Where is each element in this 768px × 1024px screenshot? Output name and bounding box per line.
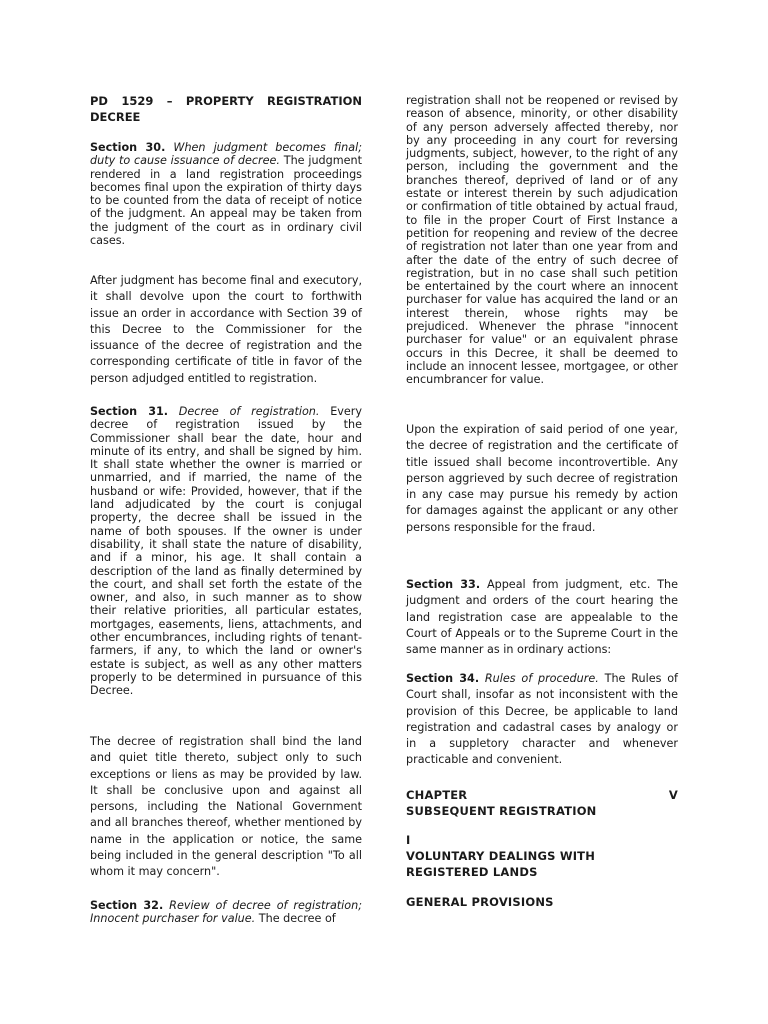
section-30-title: When judgment becomes final; duty to cause issuance of decree.	[90, 141, 362, 168]
section-33-paragraph	[406, 577, 678, 658]
chapter-title: SUBSEQUENT REGISTRATION	[406, 804, 597, 818]
section-34-title: Rules of procedure.	[484, 672, 599, 685]
section-33-body: Appeal from judgment, etc. The judgment and orders of the court hearing the land registration case are appealable to the Court of Appeals or to the Supreme Court in the same manner as in ordinary actions:	[406, 578, 679, 657]
part-number: I	[406, 833, 411, 847]
section-32-title: Review of decree of registration; Innocent purchaser for value.	[90, 899, 362, 926]
section-30-heading: Section 30.	[90, 141, 166, 154]
section-32-heading: Section 32.	[90, 899, 164, 912]
part-title: VOLUNTARY DEALINGS WITH REGISTERED LANDS	[406, 849, 596, 879]
section-31-title: Decree of registration.	[178, 405, 320, 418]
part-heading	[406, 832, 678, 880]
section-32-paragraph-2: Upon the expiration of said period of one year, the decree of registration and the certificate of title issued shall become incontrovertible. Any person aggrieved by such decree of registration in any case may pursue his remedy by action for damages against the applicant or any other persons responsible for the fraud.	[406, 423, 678, 534]
section-30-body: The judgment rendered in a land registration proceedings becomes final upon the expiration of thirty days to be counted from the data of receipt of notice of the judgment. An appeal may be taken from the judgment of the court as in ordinary civil cases.	[90, 154, 363, 248]
section-31-paragraph	[90, 405, 362, 698]
chapter-number: V	[668, 788, 678, 802]
section-31-paragraph-2: The decree of registration shall bind the land and quiet title thereto, subject only to such exceptions or liens as may be provided by law. It shall be conclusive upon and against all persons, including the National Government and all branches thereof, whether mentioned by name in the application or notice, the same being included in the general description "To all whom it may concern".	[90, 735, 362, 879]
section-34-heading: Section 34.	[406, 672, 480, 685]
section-31-heading: Section 31.	[90, 405, 169, 418]
section-32-continuation: registration shall not be reopened or revised by reason of absence, minority, or other disability of any person adversely affected thereby, nor by any proceeding in any court for reversing judgments, subject, however, to the right of any person, including the government and the branches thereof, deprived of land or of any estate or interest therein by such adjudication or confirmation of title obtained by actual fraud, to file in the proper Court of First Instance a petition for reopening and review of the decree of registration not later than one year from and after the date of the entry of such decree of registration, but in no case shall such petition be entertained by the court where an innocent purchaser for value has acquired the land or an interest therein, whose rights may be prejudiced. Whenever the phrase "innocent purchaser for value" or an equivalent phrase occurs in this Decree, it shall be deemed to include an innocent lessee, mortgagee, or other encumbrancer for value.	[406, 94, 678, 387]
section-32-body: The decree of	[258, 912, 336, 926]
chapter-heading	[406, 787, 678, 819]
section-30-paragraph	[90, 141, 362, 247]
section-32-paragraph	[90, 899, 362, 926]
section-34-paragraph	[406, 671, 678, 769]
document-title: PD 1529 – PROPERTY REGISTRATION DECREE	[90, 94, 362, 124]
general-provisions-heading: GENERAL PROVISIONS	[406, 895, 554, 909]
section-31-body: Every decree of registration issued by the Commissioner shall bear the date, hour and minute of its entry, and shall be signed by him. It shall state whether the owner is married or unmarried, and if married, the name of the husband or wife: Provided, however, that if the land adjudicated by the court is conjugal property, the decree shall be issued in the name of both spouses. If the owner is under disability, it shall state the nature of disability, and if a minor, his age. It shall contain a description of the land as finally determined by the court, and shall set forth the estate of the owner, and also, in such manner as to show their relative priorities, all particular estates, mortgages, easements, liens, attachments, and other encumbrances, including rights of tenant-farmers, if any, to which the land or owner's estate is subject, as well as any other matters properly to be determined in pursuance of this Decree.	[90, 405, 363, 698]
chapter-word: CHAPTER	[406, 788, 468, 802]
section-33-heading: Section 33.	[406, 578, 481, 591]
section-34-body: The Rules of Court shall, insofar as not inconsistent with the provision of this Decree, be applicable to land registration and cadastral cases by analogy or in a suppletory character and whenever practicable and convenient.	[406, 672, 678, 767]
section-30-paragraph-2: After judgment has become final and executory, it shall devolve upon the court to forthwith issue an order in accordance with Section 39 of this Decree to the Commissioner for the issuance of the decree of registration and the corresponding certificate of title in favor of the person adjudged entitled to registration.	[90, 274, 362, 385]
